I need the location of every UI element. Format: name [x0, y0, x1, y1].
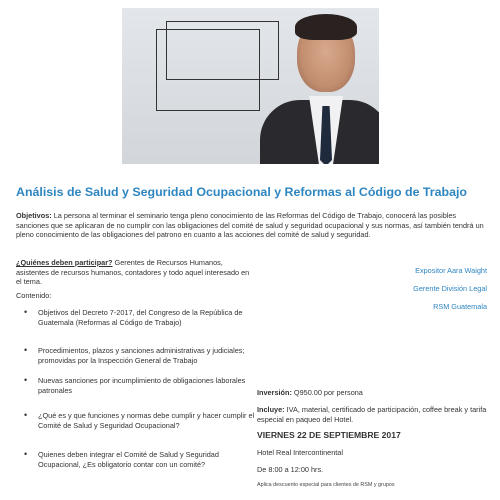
participants-label: ¿Quiénes deben participar? — [16, 258, 113, 267]
list-item: • ¿Qué es y que funciones y normas debe cumplir y hacer cumplir el Comité de Salud y Seguridad Ocupacional? — [24, 411, 256, 430]
list-item: • Procedimientos, plazos y sanciones administrativas y judiciales; promovidas por la Inspección General de Trabajo — [24, 346, 256, 365]
price-value: Q950.00 por persona — [291, 388, 363, 397]
decorative-frame — [156, 29, 260, 111]
includes-value: IVA, material, certificado de participación, coffee break y tarifa especial en paqueo del Hotel. — [257, 405, 487, 424]
participants-paragraph — [16, 258, 256, 287]
speaker-hair — [295, 14, 357, 40]
event-time: De 8:00 a 12:00 hrs. — [257, 465, 324, 474]
list-item: • Quienes deben integrar el Comité de Salud y Seguridad Ocupacional, ¿Es obligatorio contar con un comité? — [24, 450, 256, 469]
speaker-role: Gerente División Legal — [413, 283, 487, 293]
objective-label: Objetivos: — [16, 211, 52, 220]
speaker-company: RSM Guatemala — [433, 301, 487, 311]
includes-line — [257, 405, 492, 424]
page-title: Análisis de Salud y Seguridad Ocupacional y Reformas al Código de Trabajo — [16, 185, 467, 199]
price-line — [257, 388, 363, 397]
event-date: VIERNES 22 DE SEPTIEMBRE 2017 — [257, 430, 401, 440]
list-item: • Objetivos del Decreto 7-2017, del Congreso de la República de Guatemala (Reformas al Código de Trabajo) — [24, 308, 256, 327]
speaker-info — [413, 266, 487, 319]
list-item: • Nuevas sanciones por incumplimiento de obligaciones laborales patronales — [24, 376, 256, 395]
objective-text: La persona al terminar el seminario tenga pleno conocimiento de las Reformas del Código de Trabajo, conocerá las posibles sanciones que se aplicaran de no cumplir con las obligaciones del comité de salud y seguridad ocupacional y sus normas, así también tendrá un pleno conocimiento de las obligaciones del patrono en cuanto a las acciones del comité de salud y seguridad. — [16, 211, 484, 240]
includes-label: Incluye: — [257, 405, 285, 414]
speaker-name: Expositor Aara Waight — [415, 266, 487, 275]
event-venue: Hotel Real Intercontinental — [257, 448, 343, 457]
participants-text: Gerentes de Recursos Humanos, asistentes de recursos humanos, contadores y todo aquel interesado en el tema. — [16, 258, 250, 287]
objective-paragraph — [16, 211, 486, 240]
hero-photo — [122, 8, 379, 164]
price-label: Inversión: — [257, 388, 292, 397]
content-heading: Contenido: — [16, 291, 52, 300]
discount-note: Aplica descuento especial para clientes de RSM y grupos — [257, 482, 395, 488]
